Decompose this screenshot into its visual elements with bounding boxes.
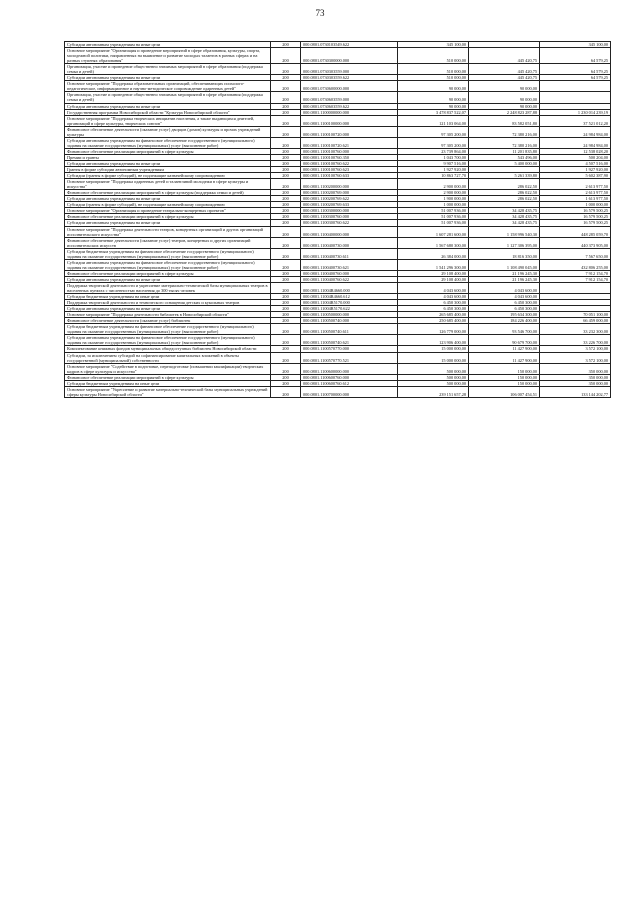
cell-unexecuted-amount: 7 912 154,70 [540, 270, 611, 276]
table-row [65, 259, 611, 270]
cell-classification-code: 000.0801.0730103549.622 [301, 42, 398, 48]
cell-classification-code: 000.0801.1100570770.521 [301, 352, 398, 363]
cell-classification-code: 000.0801.1100500000.000 [301, 312, 398, 318]
cell-approved-amount: 500 000,00 [398, 374, 469, 380]
cell-unexecuted-amount: 1 000 000,00 [540, 202, 611, 208]
cell-line-code: 200 [271, 48, 301, 64]
cell-executed-amount: 83 582 051,80 [469, 115, 540, 126]
cell-unexecuted-amount: 37 521 012,20 [540, 115, 611, 126]
cell-name: Субсидии автономным учреждениям на иные цели [65, 75, 271, 81]
cell-approved-amount: 6 450 300,00 [398, 300, 469, 306]
cell-approved-amount: 3 478 837 522,07 [398, 109, 469, 115]
cell-approved-amount: 4 043 600,00 [398, 294, 469, 300]
cell-name: Субсидии автономным учреждениям на иные цели [65, 196, 271, 202]
cell-executed-amount: 18 816 350,00 [469, 248, 540, 259]
table-row [65, 282, 611, 293]
cell-line-code: 200 [271, 173, 301, 179]
table-row [65, 237, 611, 248]
cell-unexecuted-amount: 33 226 700,00 [540, 335, 611, 346]
cell-classification-code: 000.0801.1100500740.621 [301, 335, 398, 346]
cell-name: Финансовое обеспечение реализации мероприятий в сфере культуры [65, 148, 271, 154]
cell-name: Основное мероприятие "Организация и проведение театрально-концертных проектов" [65, 208, 271, 214]
cell-name: Субсидии автономным учреждениям на иные цели [65, 220, 271, 226]
cell-line-code: 200 [271, 148, 301, 154]
table-row [65, 318, 611, 324]
page-number: 73 [315, 8, 325, 18]
cell-approved-amount: 500 000,00 [398, 363, 469, 374]
cell-classification-code: 000.0801.1100200769.622 [301, 196, 398, 202]
cell-approved-amount: 1 541 296 300,00 [398, 259, 469, 270]
cell-executed-amount: 6 450 300,00 [469, 300, 540, 306]
cell-name: Субсидии бюджетным учреждениям на финансовое обеспечение государственного (муниципального) задания на оказание государственных (муниципальных) услуг (выполнение работ) [65, 324, 271, 335]
cell-executed-amount: 1 108 490 045,00 [469, 259, 540, 270]
table-row [65, 214, 611, 220]
cell-classification-code: 000.0801.1100600000.000 [301, 363, 398, 374]
cell-executed-amount: 445 420,75 [469, 64, 540, 75]
cell-approved-amount: 1 927 920,00 [398, 167, 469, 173]
cell-approved-amount: 90 000,00 [398, 103, 469, 109]
cell-unexecuted-amount: 24 984 984,00 [540, 137, 611, 148]
cell-executed-amount: 2 248 823 287,88 [469, 109, 540, 115]
cell-line-code: 200 [271, 137, 301, 148]
cell-executed-amount: 72 380 216,00 [469, 126, 540, 137]
cell-approved-amount: 29 108 400,00 [398, 276, 469, 282]
cell-executed-amount: 150 000,00 [469, 374, 540, 380]
table-row [65, 75, 611, 81]
cell-classification-code: 000.0801.1100500740.000 [301, 318, 398, 324]
cell-name: Субсидии (гранты в форме субсидий), не подлежащие казначейскому сопровождению [65, 202, 271, 208]
cell-classification-code: 000.0801.1100200000.000 [301, 179, 398, 190]
cell-classification-code: 000.0801.1100700000.000 [301, 386, 398, 397]
cell-executed-amount: 90 000,00 [469, 81, 540, 92]
cell-approved-amount: 29 108 400,00 [398, 270, 469, 276]
cell-executed-amount: 34 428 435,75 [469, 214, 540, 220]
cell-unexecuted-amount: 16 579 500,25 [540, 220, 611, 226]
cell-approved-amount: 510 000,00 [398, 75, 469, 81]
table-row [65, 115, 611, 126]
cell-classification-code: 000.0801.1100300000.000 [301, 208, 398, 214]
table-row [65, 137, 611, 148]
table-row [65, 380, 611, 386]
cell-name: Финансовое обеспечение реализации мероприятий в сфере культуры [65, 214, 271, 220]
cell-classification-code: 000.0801.11004R4660.000 [301, 282, 398, 293]
cell-line-code: 200 [271, 160, 301, 166]
cell-classification-code: 000.0801.0730300000.000 [301, 48, 398, 64]
cell-line-code: 200 [271, 75, 301, 81]
cell-line-code: 200 [271, 167, 301, 173]
cell-name: Субсидии автономным учреждениям на иные цели [65, 103, 271, 109]
cell-classification-code: 000.0801.1100600760.000 [301, 374, 398, 380]
cell-unexecuted-amount: 12 538 028,20 [540, 148, 611, 154]
table-row [65, 306, 611, 312]
cell-unexecuted-amount: 2 613 977,50 [540, 179, 611, 190]
cell-line-code: 200 [271, 92, 301, 103]
cell-approved-amount: 1 043 700,00 [398, 154, 469, 160]
cell-approved-amount: 500 000,00 [398, 380, 469, 386]
cell-approved-amount: 2 900 000,00 [398, 179, 469, 190]
table-row [65, 179, 611, 190]
cell-line-code: 200 [271, 318, 301, 324]
cell-approved-amount: 510 000,00 [398, 64, 469, 75]
cell-name: Субсидии, за исключением субсидий на софинансирование капитальных вложений в объекты государственной (муниципальной) собственности [65, 352, 271, 363]
cell-line-code: 200 [271, 324, 301, 335]
cell-classification-code: 000.0801.1100400760.622 [301, 276, 398, 282]
cell-executed-amount: 6 450 300,00 [469, 306, 540, 312]
cell-line-code: 200 [271, 380, 301, 386]
cell-approved-amount: 51 007 936,00 [398, 214, 469, 220]
cell-line-code: 200 [271, 103, 301, 109]
table-row [65, 109, 611, 115]
cell-unexecuted-amount: 3 572 100,00 [540, 352, 611, 363]
cell-line-code: 200 [271, 335, 301, 346]
table-row [65, 126, 611, 137]
cell-line-code: 200 [271, 126, 301, 137]
cell-name: Основное мероприятие "Поддержка одаренных детей и талантливой молодежи в сфере культуры и искусства" [65, 179, 271, 190]
cell-approved-amount: 123 906 400,00 [398, 335, 469, 346]
cell-classification-code: 000.0801.0730603559.000 [301, 92, 398, 103]
table-row [65, 196, 611, 202]
table-row [65, 276, 611, 282]
cell-line-code: 200 [271, 190, 301, 196]
cell-unexecuted-amount: 1 613 977,50 [540, 196, 611, 202]
cell-line-code: 200 [271, 312, 301, 318]
cell-executed-amount: 90 000,00 [469, 92, 540, 103]
table-row [65, 300, 611, 306]
cell-unexecuted-amount: 350 000,00 [540, 363, 611, 374]
cell-classification-code: 000.0801.1100100720.000 [301, 126, 398, 137]
cell-approved-amount: 1 607 281 600,00 [398, 226, 469, 237]
cell-executed-amount: 1 127 306 395,00 [469, 237, 540, 248]
cell-line-code: 200 [271, 179, 301, 190]
cell-approved-amount: 1 567 680 300,00 [398, 237, 469, 248]
cell-name: Финансовое обеспечение деятельности (оказание услуг) дворцов (домов) культуры и прочих учреждений культуры [65, 126, 271, 137]
cell-classification-code: 000.0801.1100100760.350 [301, 154, 398, 160]
cell-executed-amount: 34 428 435,75 [469, 208, 540, 214]
cell-executed-amount: 5 261 339,80 [469, 173, 540, 179]
cell-classification-code: 000.0801.11004R5170.000 [301, 300, 398, 306]
cell-line-code: 200 [271, 374, 301, 380]
cell-unexecuted-amount: 64 579,25 [540, 64, 611, 75]
cell-classification-code: 000.0801.1100400730.621 [301, 259, 398, 270]
cell-approved-amount: 1 000 000,00 [398, 202, 469, 208]
cell-unexecuted-amount: 350 000,00 [540, 380, 611, 386]
cell-name: Субсидии автономным учреждениям на финансовое обеспечение государственного (муниципального) задания на оказание государственных (муниципальных) услуг (выполнение работ) [65, 137, 271, 148]
cell-name: Субсидии (гранты в форме субсидий), не подлежащие казначейскому сопровождению [65, 173, 271, 179]
cell-name: Финансовое обеспечение реализации мероприятий в сфере культуры (поддержка семьи и детей) [65, 190, 271, 196]
cell-executed-amount: 72 380 216,00 [469, 137, 540, 148]
cell-classification-code: 000.0801.1100500740.611 [301, 324, 398, 335]
cell-executed-amount: 93 546 700,00 [469, 324, 540, 335]
cell-approved-amount: 239 151 657,28 [398, 386, 469, 397]
cell-unexecuted-amount: 66 459 000,00 [540, 318, 611, 324]
cell-name: Организация, участие и проведение общественно значимых мероприятий в сфере образования (поддержка семьи и детей) [65, 92, 271, 103]
cell-executed-amount: 11 427 900,00 [469, 352, 540, 363]
cell-executed-amount: 1 158 996 540,30 [469, 226, 540, 237]
cell-line-code: 200 [271, 352, 301, 363]
cell-name: Субсидии автономным учреждениям на иные цели [65, 306, 271, 312]
cell-name: Организация, участие и проведение общественно значимых мероприятий в сфере образования (поддержка семьи и детей) [65, 64, 271, 75]
cell-unexecuted-amount: 2 613 977,50 [540, 190, 611, 196]
cell-executed-amount: 286 022,50 [469, 179, 540, 190]
cell-executed-amount: 90 000,00 [469, 103, 540, 109]
table-row [65, 294, 611, 300]
cell-classification-code: 000.0801.1100100760.622 [301, 160, 398, 166]
table-row [65, 48, 611, 64]
cell-line-code: 200 [271, 64, 301, 75]
cell-unexecuted-amount: 350 000,00 [540, 374, 611, 380]
table-row [65, 346, 611, 352]
cell-line-code: 200 [271, 248, 301, 259]
cell-executed-amount: 543 496,00 [469, 154, 540, 160]
cell-unexecuted-amount: 1 230 014 239,19 [540, 109, 611, 115]
cell-approved-amount: 51 007 936,00 [398, 220, 469, 226]
cell-classification-code: 000.0801.1100300760.000 [301, 214, 398, 220]
cell-classification-code: 000.0801.1100570770.000 [301, 346, 398, 352]
cell-classification-code: 000.0801.1100000000.000 [301, 109, 398, 115]
cell-classification-code: 000.0801.0730303559.622 [301, 75, 398, 81]
table-row [65, 173, 611, 179]
cell-executed-amount: 445 420,75 [469, 75, 540, 81]
cell-name: Субсидии автономным учреждениям на иные цели [65, 276, 271, 282]
table-row [65, 103, 611, 109]
cell-executed-amount: 4 043 600,00 [469, 282, 540, 293]
cell-unexecuted-amount: 448 285 059,70 [540, 226, 611, 237]
cell-executed-amount: 150 000,00 [469, 380, 540, 386]
cell-name: Субсидии бюджетным учреждениям на финансовое обеспечение государственного (муниципального) задания на оказание государственных (муниципальных) услуг (выполнение работ) [65, 248, 271, 259]
cell-approved-amount: 345 100,00 [398, 42, 469, 48]
cell-line-code: 200 [271, 208, 301, 214]
table-row [65, 312, 611, 318]
cell-line-code: 200 [271, 115, 301, 126]
cell-name: Основное мероприятие "Поддержка деятельности театров, концертных организаций и других организаций исполнительского искусства" [65, 226, 271, 237]
cell-unexecuted-amount [540, 92, 611, 103]
cell-name: Субсидии автономным учреждениям на иные цели [65, 42, 271, 48]
cell-line-code: 200 [271, 81, 301, 92]
cell-name: Финансовое обеспечение деятельности (оказание услуг) театров, концертных и других организаций исполнительских искусств [65, 237, 271, 248]
cell-executed-amount: 286 022,50 [469, 196, 540, 202]
cell-name: Субсидии автономным учреждениям на финансовое обеспечение государственного (муниципального) задания на оказание государственных (муниципальных) услуг (выполнение работ) [65, 335, 271, 346]
cell-approved-amount: 1 900 000,00 [398, 196, 469, 202]
cell-line-code: 200 [271, 226, 301, 237]
cell-line-code: 200 [271, 214, 301, 220]
cell-unexecuted-amount: 5 602 387,90 [540, 173, 611, 179]
cell-name: Субсидии бюджетным учреждениям на иные цели [65, 294, 271, 300]
table-row [65, 226, 611, 237]
cell-name: Основное мероприятие "Поддержка деятельности библиотек в Новосибирской области" [65, 312, 271, 318]
cell-classification-code: 000.0801.1100400760.000 [301, 270, 398, 276]
cell-name: Финансовое обеспечение деятельности (оказание услуг) библиотек [65, 318, 271, 324]
cell-approved-amount: 265 685 400,00 [398, 312, 469, 318]
cell-executed-amount: 11 427 900,00 [469, 346, 540, 352]
cell-approved-amount: 26 384 000,00 [398, 248, 469, 259]
cell-unexecuted-amount: 440 373 905,00 [540, 237, 611, 248]
table-row [65, 81, 611, 92]
cell-name: Основное мероприятие "Поддержка творческих инициатив населения, а также выдающихся деятелей, организаций в сфере культуры, творческих союзов" [65, 115, 271, 126]
table-row [65, 148, 611, 154]
table-row [65, 248, 611, 259]
cell-classification-code: 000.0801.11004R4660.612 [301, 294, 398, 300]
cell-executed-amount: 5 400 000,00 [469, 160, 540, 166]
table-row [65, 208, 611, 214]
cell-line-code: 200 [271, 202, 301, 208]
cell-line-code: 200 [271, 346, 301, 352]
cell-unexecuted-amount [540, 282, 611, 293]
cell-classification-code: 000.0801.1100200769.633 [301, 202, 398, 208]
cell-name: Основное мероприятие "Организация и проведение мероприятий в сфере образования, культуры, спорта, молодежной политики, направленных на выявление и развитие молодых талантов в разных сферах и на разных ступенях образования" [65, 48, 271, 64]
cell-executed-amount: 184 226 400,00 [469, 318, 540, 324]
cell-unexecuted-amount: 3 572 100,00 [540, 346, 611, 352]
table-row [65, 324, 611, 335]
cell-executed-amount: 11 201 835,80 [469, 148, 540, 154]
cell-unexecuted-amount: 4 507 516,00 [540, 160, 611, 166]
cell-name: Финансовое обеспечение реализации мероприятий в сфере культуры [65, 270, 271, 276]
cell-approved-amount: 510 000,00 [398, 48, 469, 64]
cell-name: Гранты в форме субсидии автономным учреждениям [65, 167, 271, 173]
cell-line-code: 200 [271, 42, 301, 48]
cell-name: Основное мероприятие "Укрепление и развитие материально-технической базы муниципальных учреждений сферы культуры Новосибирской области" [65, 386, 271, 397]
cell-name: Государственная программа Новосибирской области "Культура Новосибирской области" [65, 109, 271, 115]
cell-line-code: 200 [271, 220, 301, 226]
cell-classification-code: 000.0801.1100400000.000 [301, 226, 398, 237]
table-row [65, 92, 611, 103]
cell-executed-amount: 195 634 300,00 [469, 312, 540, 318]
table-row [65, 64, 611, 75]
budget-execution-table [64, 41, 611, 398]
cell-executed-amount: 90 679 700,00 [469, 335, 540, 346]
cell-unexecuted-amount: 500 204,00 [540, 154, 611, 160]
cell-approved-amount: 250 685 400,00 [398, 318, 469, 324]
cell-approved-amount: 97 305 200,00 [398, 126, 469, 137]
cell-classification-code: 000.0801.0730303559.000 [301, 64, 398, 75]
cell-approved-amount: 10 863 727,70 [398, 173, 469, 179]
cell-name: Премии и гранты [65, 154, 271, 160]
cell-unexecuted-amount: 7 567 650,00 [540, 248, 611, 259]
cell-classification-code: 000.0801.1100100760.623 [301, 167, 398, 173]
cell-unexecuted-amount: 345 100,00 [540, 42, 611, 48]
cell-unexecuted-amount [540, 81, 611, 92]
cell-classification-code: 000.0801.1100100000.000 [301, 115, 398, 126]
cell-line-code: 200 [271, 306, 301, 312]
cell-name: Поддержка творческой деятельности и технического оснащения детских и кукольных театров [65, 300, 271, 306]
cell-classification-code: 000.0801.1100400730.000 [301, 237, 398, 248]
cell-line-code: 200 [271, 259, 301, 270]
cell-approved-amount: 9 907 516,00 [398, 160, 469, 166]
cell-classification-code: 000.0801.11004R5170.622 [301, 306, 398, 312]
cell-unexecuted-amount: 64 579,25 [540, 75, 611, 81]
cell-line-code: 200 [271, 386, 301, 397]
cell-approved-amount: 121 103 064,00 [398, 115, 469, 126]
cell-name: Основное мероприятие "Содействие в подготовке, переподготовке (повышении квалификации) творческих кадров в сфере культуры и искусства" [65, 363, 271, 374]
cell-unexecuted-amount: 33 232 300,00 [540, 324, 611, 335]
cell-classification-code: 000.0801.1100100720.621 [301, 137, 398, 148]
cell-executed-amount: 21 196 245,30 [469, 276, 540, 282]
cell-approved-amount: 23 739 864,00 [398, 148, 469, 154]
cell-name: Комплектование книжных фондов муниципальных общедоступных библиотек Новосибирской области [65, 346, 271, 352]
cell-approved-amount: 15 000 000,00 [398, 352, 469, 363]
cell-line-code: 200 [271, 109, 301, 115]
cell-approved-amount: 6 450 300,00 [398, 306, 469, 312]
cell-line-code: 200 [271, 300, 301, 306]
cell-unexecuted-amount: 16 579 500,25 [540, 214, 611, 220]
table-row [65, 352, 611, 363]
table-row [65, 220, 611, 226]
cell-executed-amount: 150 000,00 [469, 363, 540, 374]
cell-unexecuted-amount: 24 984 984,00 [540, 126, 611, 137]
cell-approved-amount: 4 043 600,00 [398, 282, 469, 293]
cell-classification-code: 000.0801.0730600000.000 [301, 81, 398, 92]
cell-name: Поддержка творческой деятельности и укрепление материально-технической базы муниципальных театров в населенных пунктах с численностью населения до 300 тысяч человек [65, 282, 271, 293]
cell-name: Субсидии бюджетным учреждениям на иные цели [65, 380, 271, 386]
table-row [65, 160, 611, 166]
cell-line-code: 200 [271, 363, 301, 374]
cell-executed-amount: 21 196 245,30 [469, 270, 540, 276]
cell-approved-amount: 90 000,00 [398, 81, 469, 92]
cell-name: Субсидии автономным учреждениям на иные цели [65, 160, 271, 166]
cell-line-code: 200 [271, 154, 301, 160]
cell-approved-amount: 97 305 200,00 [398, 137, 469, 148]
table-row [65, 386, 611, 397]
cell-executed-amount: 445 420,75 [469, 48, 540, 64]
cell-classification-code: 000.0801.1100100760.000 [301, 148, 398, 154]
cell-executed-amount: 286 022,50 [469, 190, 540, 196]
cell-executed-amount: 106 007 454,51 [469, 386, 540, 397]
cell-unexecuted-amount: 1 927 920,00 [540, 167, 611, 173]
cell-unexecuted-amount: 133 144 202,77 [540, 386, 611, 397]
cell-approved-amount: 51 007 936,00 [398, 208, 469, 214]
cell-approved-amount: 90 000,00 [398, 92, 469, 103]
cell-classification-code: 000.0801.0730603559.622 [301, 103, 398, 109]
cell-executed-amount: 4 043 600,00 [469, 294, 540, 300]
cell-unexecuted-amount: 64 579,25 [540, 48, 611, 64]
cell-line-code: 200 [271, 276, 301, 282]
table-row [65, 335, 611, 346]
cell-line-code: 200 [271, 237, 301, 248]
cell-line-code: 200 [271, 282, 301, 293]
cell-name: Субсидии автономным учреждениям на финансовое обеспечение государственного (муниципального) задания на оказание государственных (муниципальных) услуг (выполнение работ) [65, 259, 271, 270]
cell-line-code: 200 [271, 270, 301, 276]
cell-unexecuted-amount: 70 051 100,00 [540, 312, 611, 318]
cell-name: Финансовое обеспечение реализации мероприятий в сфере культуры [65, 374, 271, 380]
cell-executed-amount: 34 428 435,75 [469, 220, 540, 226]
cell-name: Основное мероприятие "Поддержка образовательных организаций, обеспечивающих психолого-педагогическое, информационное и научно-методическое сопровождение одаренных детей" [65, 81, 271, 92]
cell-approved-amount: 126 779 000,00 [398, 324, 469, 335]
table-row [65, 190, 611, 196]
cell-classification-code: 000.0801.1100400730.611 [301, 248, 398, 259]
cell-approved-amount: 2 900 000,00 [398, 190, 469, 196]
cell-classification-code: 000.0801.1100200769.000 [301, 190, 398, 196]
cell-unexecuted-amount: 7 912 154,70 [540, 276, 611, 282]
cell-line-code: 200 [271, 294, 301, 300]
cell-line-code: 200 [271, 196, 301, 202]
cell-approved-amount: 15 000 000,00 [398, 346, 469, 352]
cell-classification-code: 000.0801.1100600760.612 [301, 380, 398, 386]
table-row [65, 363, 611, 374]
table-row [65, 374, 611, 380]
cell-classification-code: 000.0801.1100300760.622 [301, 220, 398, 226]
cell-classification-code: 000.0801.1100100760.633 [301, 173, 398, 179]
table-row [65, 270, 611, 276]
table-body [65, 42, 611, 398]
cell-unexecuted-amount: 432 806 255,00 [540, 259, 611, 270]
cell-unexecuted-amount: 16 579 500,25 [540, 208, 611, 214]
